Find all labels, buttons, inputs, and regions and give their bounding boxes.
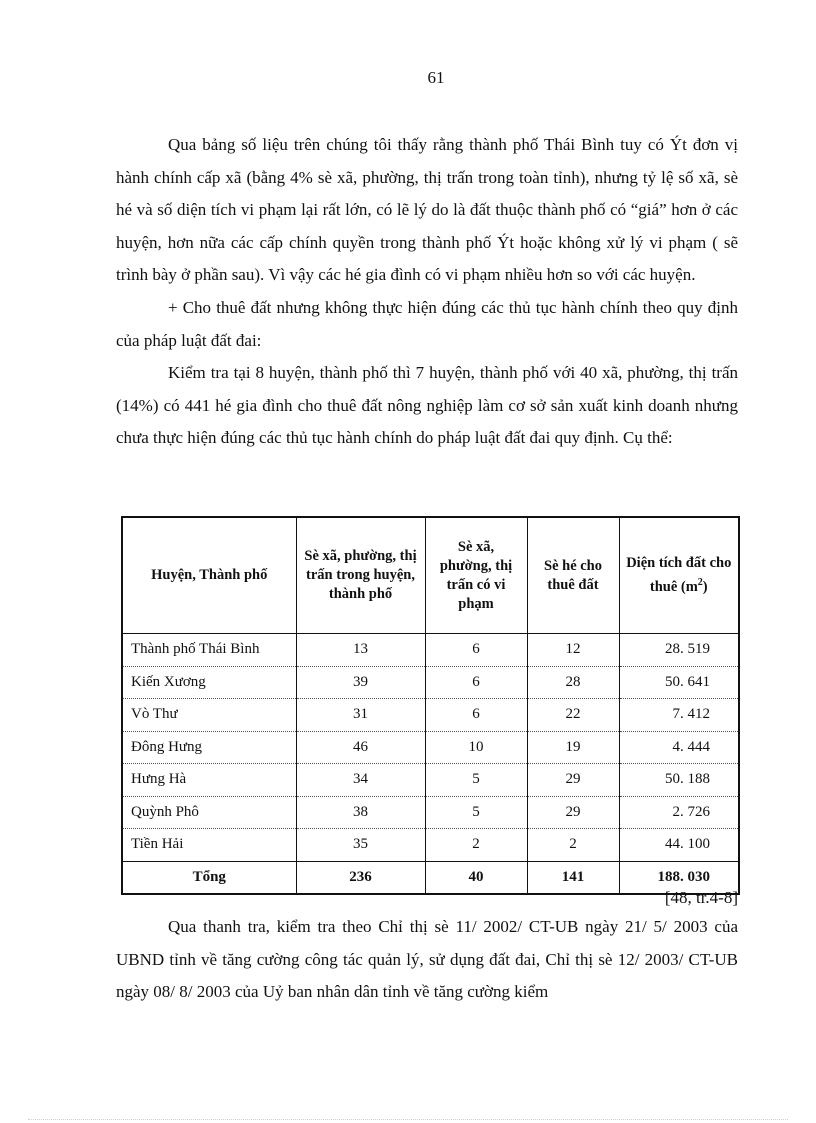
cell-name: Quỳnh Phô (122, 796, 296, 829)
cell-households: 12 (527, 634, 619, 667)
cell-communes: 34 (296, 764, 425, 797)
cell-name: Vò Thư (122, 699, 296, 732)
cell-area: 44. 100 (619, 829, 739, 862)
cell-violating: 6 (425, 666, 527, 699)
cell-households: 28 (527, 666, 619, 699)
table-body (122, 634, 739, 894)
table-row (122, 634, 739, 667)
cell-violating: 10 (425, 731, 527, 764)
cell-communes: 39 (296, 666, 425, 699)
cell-violating: 6 (425, 634, 527, 667)
header-area-close: ) (702, 578, 708, 595)
cell-name: Hưng Hà (122, 764, 296, 797)
cell-violating: 2 (425, 829, 527, 862)
table-header-row (122, 517, 739, 634)
cell-name: Thành phố Thái Bình (122, 634, 296, 667)
cell-communes: 46 (296, 731, 425, 764)
table-row (122, 796, 739, 829)
table-row (122, 764, 739, 797)
page-number: 61 (427, 68, 445, 87)
page-edge-divider (28, 1119, 788, 1120)
header-area-text: Diện tích đất cho thuê (m (626, 555, 732, 595)
cell-name: Kiến Xương (122, 666, 296, 699)
table-row (122, 699, 739, 732)
cell-communes: 35 (296, 829, 425, 862)
header-area (619, 517, 739, 634)
cell-name: Tiền Hải (122, 829, 296, 862)
cell-violating: 6 (425, 699, 527, 732)
cell-households: 2 (527, 829, 619, 862)
cell-area: 50. 641 (619, 666, 739, 699)
header-violating-communes: Sè xã, phường, thị trấn có vi phạm (425, 517, 527, 634)
cell-violating: 5 (425, 796, 527, 829)
body-text-before-table (116, 129, 738, 455)
cell-area: 4. 444 (619, 731, 739, 764)
cell-communes: 38 (296, 796, 425, 829)
cell-area: 188. 030 (619, 861, 739, 894)
paragraph: + Cho thuê đất nhưng không thực hiện đúng các thủ tục hành chính theo quy định của pháp luật đất đai: (116, 297, 738, 350)
table-row (122, 829, 739, 862)
cell-households: 141 (527, 861, 619, 894)
cell-communes: 236 (296, 861, 425, 894)
paragraph: Kiểm tra tại 8 huyện, thành phố thì 7 huyện, thành phố với 40 xã, phường, thị trấn (14%) có 441 hé gia đình cho thuê đất nông nghiệp làm cơ sở sản xuất kinh doanh nhưng chưa thực hiện đúng các thủ tục hành chính do pháp luật đất đai quy định. Cụ thể: (116, 363, 738, 448)
cell-violating: 5 (425, 764, 527, 797)
cell-households: 19 (527, 731, 619, 764)
header-area-superscript: 2 (697, 577, 703, 589)
header-communes: Sè xã, phường, thị trấn trong huyện, thành phố (296, 517, 425, 634)
cell-name: Đông Hưng (122, 731, 296, 764)
cell-area: 50. 188 (619, 764, 739, 797)
header-households: Sè hé cho thuê đất (527, 517, 619, 634)
cell-name: Tổng (122, 861, 296, 894)
cell-area: 2. 726 (619, 796, 739, 829)
cell-households: 22 (527, 699, 619, 732)
table-row (122, 666, 739, 699)
cell-communes: 31 (296, 699, 425, 732)
cell-area: 28. 519 (619, 634, 739, 667)
table-total-row (122, 861, 739, 894)
cell-violating: 40 (425, 861, 527, 894)
cell-area: 7. 412 (619, 699, 739, 732)
table-row (122, 731, 739, 764)
body-text-after-table (116, 911, 738, 1009)
header-district: Huyện, Thành phố (122, 517, 296, 634)
citation: [48, tr.4-8] (664, 888, 738, 907)
land-rental-table (121, 516, 740, 895)
paragraph: Qua bảng số liệu trên chúng tôi thấy rằng thành phố Thái Bình tuy có Ýt đơn vị hành chính cấp xã (bằng 4% sè xã, phường, thị trấn trong toàn tỉnh), nhưng tỷ lệ số xã, sè hé và số diện tích vi phạm lại rất lớn, có lẽ lý do là đất thuộc thành phố có “giá” hơn ở các huyện, hơn nữa các cấp chính quyền trong thành phố Ýt hoặc không xử lý vi phạm ( sẽ trình bày ở phần sau). Vì vậy các hé gia đình có vi phạm nhiều hơn so với các huyện. (116, 135, 738, 285)
paragraph: Qua thanh tra, kiểm tra theo Chỉ thị sè 11/ 2002/ CT-UB ngày 21/ 5/ 2003 của UBND tỉnh về tăng cường công tác quản lý, sử dụng đất đai, Chỉ thị sè 12/ 2003/ CT-UB ngày 08/ 8/ 2003 của Uỷ ban nhân dân tỉnh về tăng cường kiểm (116, 917, 738, 1002)
cell-communes: 13 (296, 634, 425, 667)
cell-households: 29 (527, 796, 619, 829)
cell-households: 29 (527, 764, 619, 797)
